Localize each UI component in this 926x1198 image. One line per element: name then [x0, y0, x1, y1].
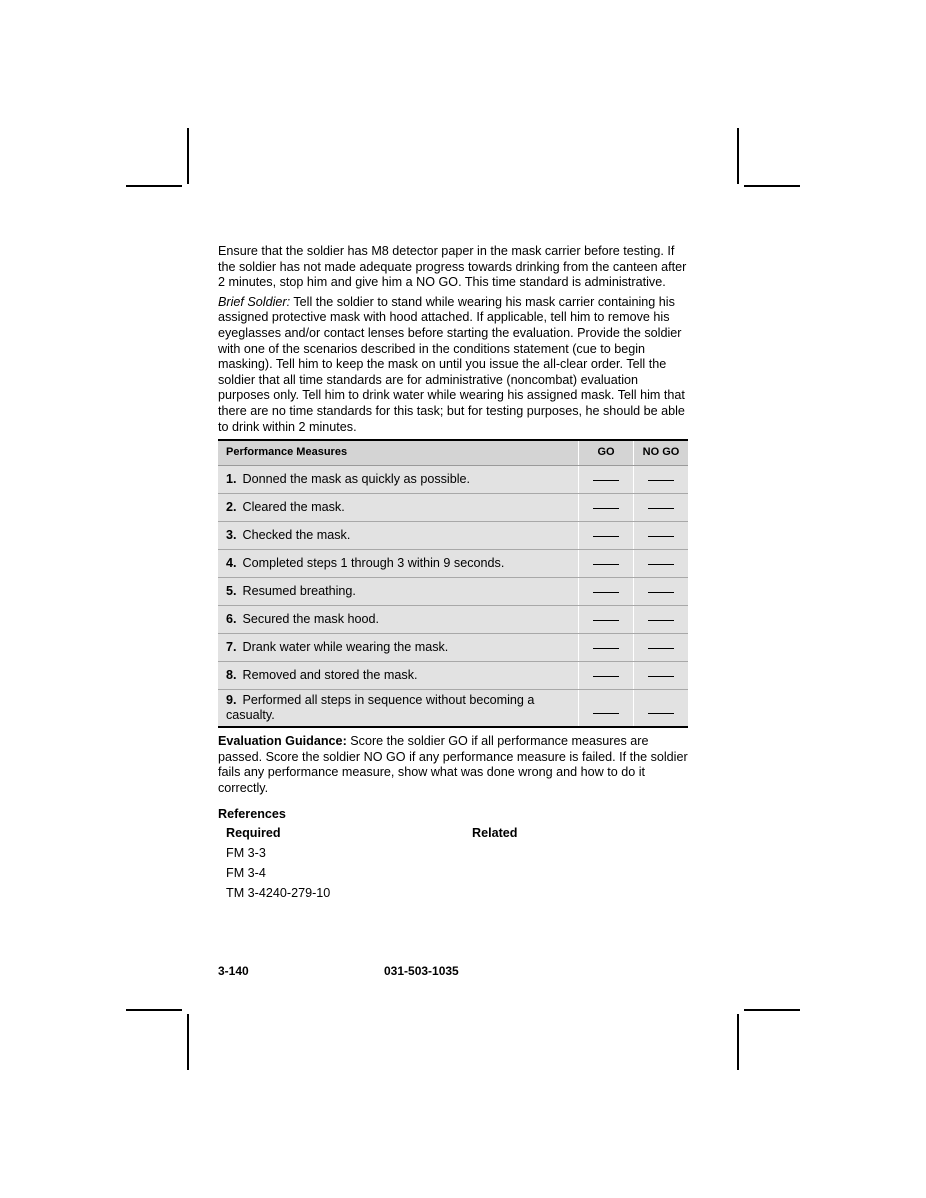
- crop-mark-bottom-left-vertical: [187, 1014, 189, 1070]
- measure-text: Secured the mask hood.: [242, 611, 380, 626]
- nogo-blank[interactable]: [648, 676, 674, 677]
- page-content: [218, 244, 688, 902]
- nogo-blank[interactable]: [648, 564, 674, 565]
- task-code: 031-503-1035: [384, 964, 459, 978]
- brief-soldier-label: Brief Soldier:: [218, 294, 291, 309]
- required-reference: FM 3-4: [226, 866, 266, 881]
- page-footer: [218, 964, 459, 978]
- references-title: References: [218, 806, 286, 821]
- crop-mark-bottom-right-vertical: [737, 1014, 739, 1070]
- measure-text: Resumed breathing.: [242, 583, 356, 598]
- nogo-blank[interactable]: [648, 592, 674, 593]
- measure-text: Completed steps 1 through 3 within 9 seconds.: [242, 555, 505, 570]
- measure-number: 6.: [226, 611, 237, 626]
- measure-number: 4.: [226, 555, 237, 570]
- go-header: GO: [579, 440, 634, 466]
- go-blank[interactable]: [593, 676, 619, 677]
- nogo-blank[interactable]: [648, 480, 674, 481]
- table-row: [218, 662, 688, 690]
- table-row: [218, 578, 688, 606]
- required-reference: TM 3-4240-279-10: [226, 886, 331, 901]
- brief-soldier-text: Tell the soldier to stand while wearing his mask carrier containing his assigned protective mask with hood attached. If applicable, tell him to remove his eyeglasses and/or contact lenses before starting the evaluation. Provide the soldier with one of the scenarios described in the conditions statement (cue to begin masking). Tell him to keep the mask on until you issue the all-clear order. Tell the soldier that all time standards are for administrative (noncombat) evaluation purposes only. Tell him to drink water while wearing his assigned mask. Tell him that there are no time standards for this task; but for testing purposes, he should be able to drink within 2 minutes.: [218, 294, 685, 434]
- crop-mark-bottom-right-horizontal: [744, 1009, 800, 1011]
- go-blank[interactable]: [593, 713, 619, 714]
- required-heading: Required: [226, 826, 281, 841]
- measure-text: Drank water while wearing the mask.: [242, 639, 449, 654]
- measure-number: 7.: [226, 639, 237, 654]
- page-number: 3-140: [218, 964, 249, 978]
- measure-number: 8.: [226, 667, 237, 682]
- crop-mark-top-right-horizontal: [744, 185, 800, 187]
- crop-mark-top-left-vertical: [187, 128, 189, 184]
- measure-number: 5.: [226, 583, 237, 598]
- nogo-blank[interactable]: [648, 508, 674, 509]
- crop-mark-bottom-left-horizontal: [126, 1009, 182, 1011]
- performance-measures-header: Performance Measures: [218, 440, 579, 466]
- table-row: [218, 466, 688, 494]
- measure-number: 1.: [226, 471, 237, 486]
- go-blank[interactable]: [593, 564, 619, 565]
- measure-text: Checked the mask.: [242, 527, 351, 542]
- crop-mark-top-right-vertical: [737, 128, 739, 184]
- measure-text: Donned the mask as quickly as possible.: [242, 471, 471, 486]
- nogo-blank[interactable]: [648, 620, 674, 621]
- required-reference: FM 3-3: [226, 846, 266, 861]
- nogo-blank[interactable]: [648, 713, 674, 714]
- measure-text: Removed and stored the mask.: [242, 667, 418, 682]
- measure-number: 3.: [226, 527, 237, 542]
- evaluation-guidance-label: Evaluation Guidance:: [218, 734, 347, 749]
- table-row: [218, 634, 688, 662]
- evaluation-guidance-paragraph: [218, 734, 688, 796]
- brief-soldier-paragraph: [218, 295, 688, 435]
- crop-mark-top-left-horizontal: [126, 185, 182, 187]
- go-blank[interactable]: [593, 592, 619, 593]
- measure-text: Cleared the mask.: [242, 499, 345, 514]
- performance-measures-table: [218, 439, 688, 728]
- related-heading: Related: [472, 826, 518, 841]
- table-row: [218, 550, 688, 578]
- measure-number: 9.: [226, 693, 237, 708]
- go-blank[interactable]: [593, 536, 619, 537]
- measure-text: Performed all steps in sequence without becoming a casualty.: [226, 693, 535, 723]
- table-header-row: [218, 440, 688, 466]
- evaluation-guidance-text: Score the soldier GO if all performance measures are passed. Score the soldier NO GO if any performance measure is failed. If the soldier fails any performance measure, show what was done wrong and how to do it correctly.: [218, 734, 688, 795]
- nogo-blank[interactable]: [648, 648, 674, 649]
- go-blank[interactable]: [593, 480, 619, 481]
- go-blank[interactable]: [593, 508, 619, 509]
- intro-paragraph: Ensure that the soldier has M8 detector paper in the mask carrier before testing. If the soldier has not made adequate progress towards drinking from the canteen after 2 minutes, stop him and give him a NO GO. This time standard is administrative.: [218, 244, 687, 290]
- nogo-header: NO GO: [634, 440, 689, 466]
- go-blank[interactable]: [593, 620, 619, 621]
- go-blank[interactable]: [593, 648, 619, 649]
- table-row: [218, 494, 688, 522]
- nogo-blank[interactable]: [648, 536, 674, 537]
- table-row: [218, 606, 688, 634]
- table-row: [218, 522, 688, 550]
- references-grid: [226, 826, 688, 902]
- table-row: [218, 690, 688, 728]
- references-section: [218, 807, 688, 903]
- measure-number: 2.: [226, 499, 237, 514]
